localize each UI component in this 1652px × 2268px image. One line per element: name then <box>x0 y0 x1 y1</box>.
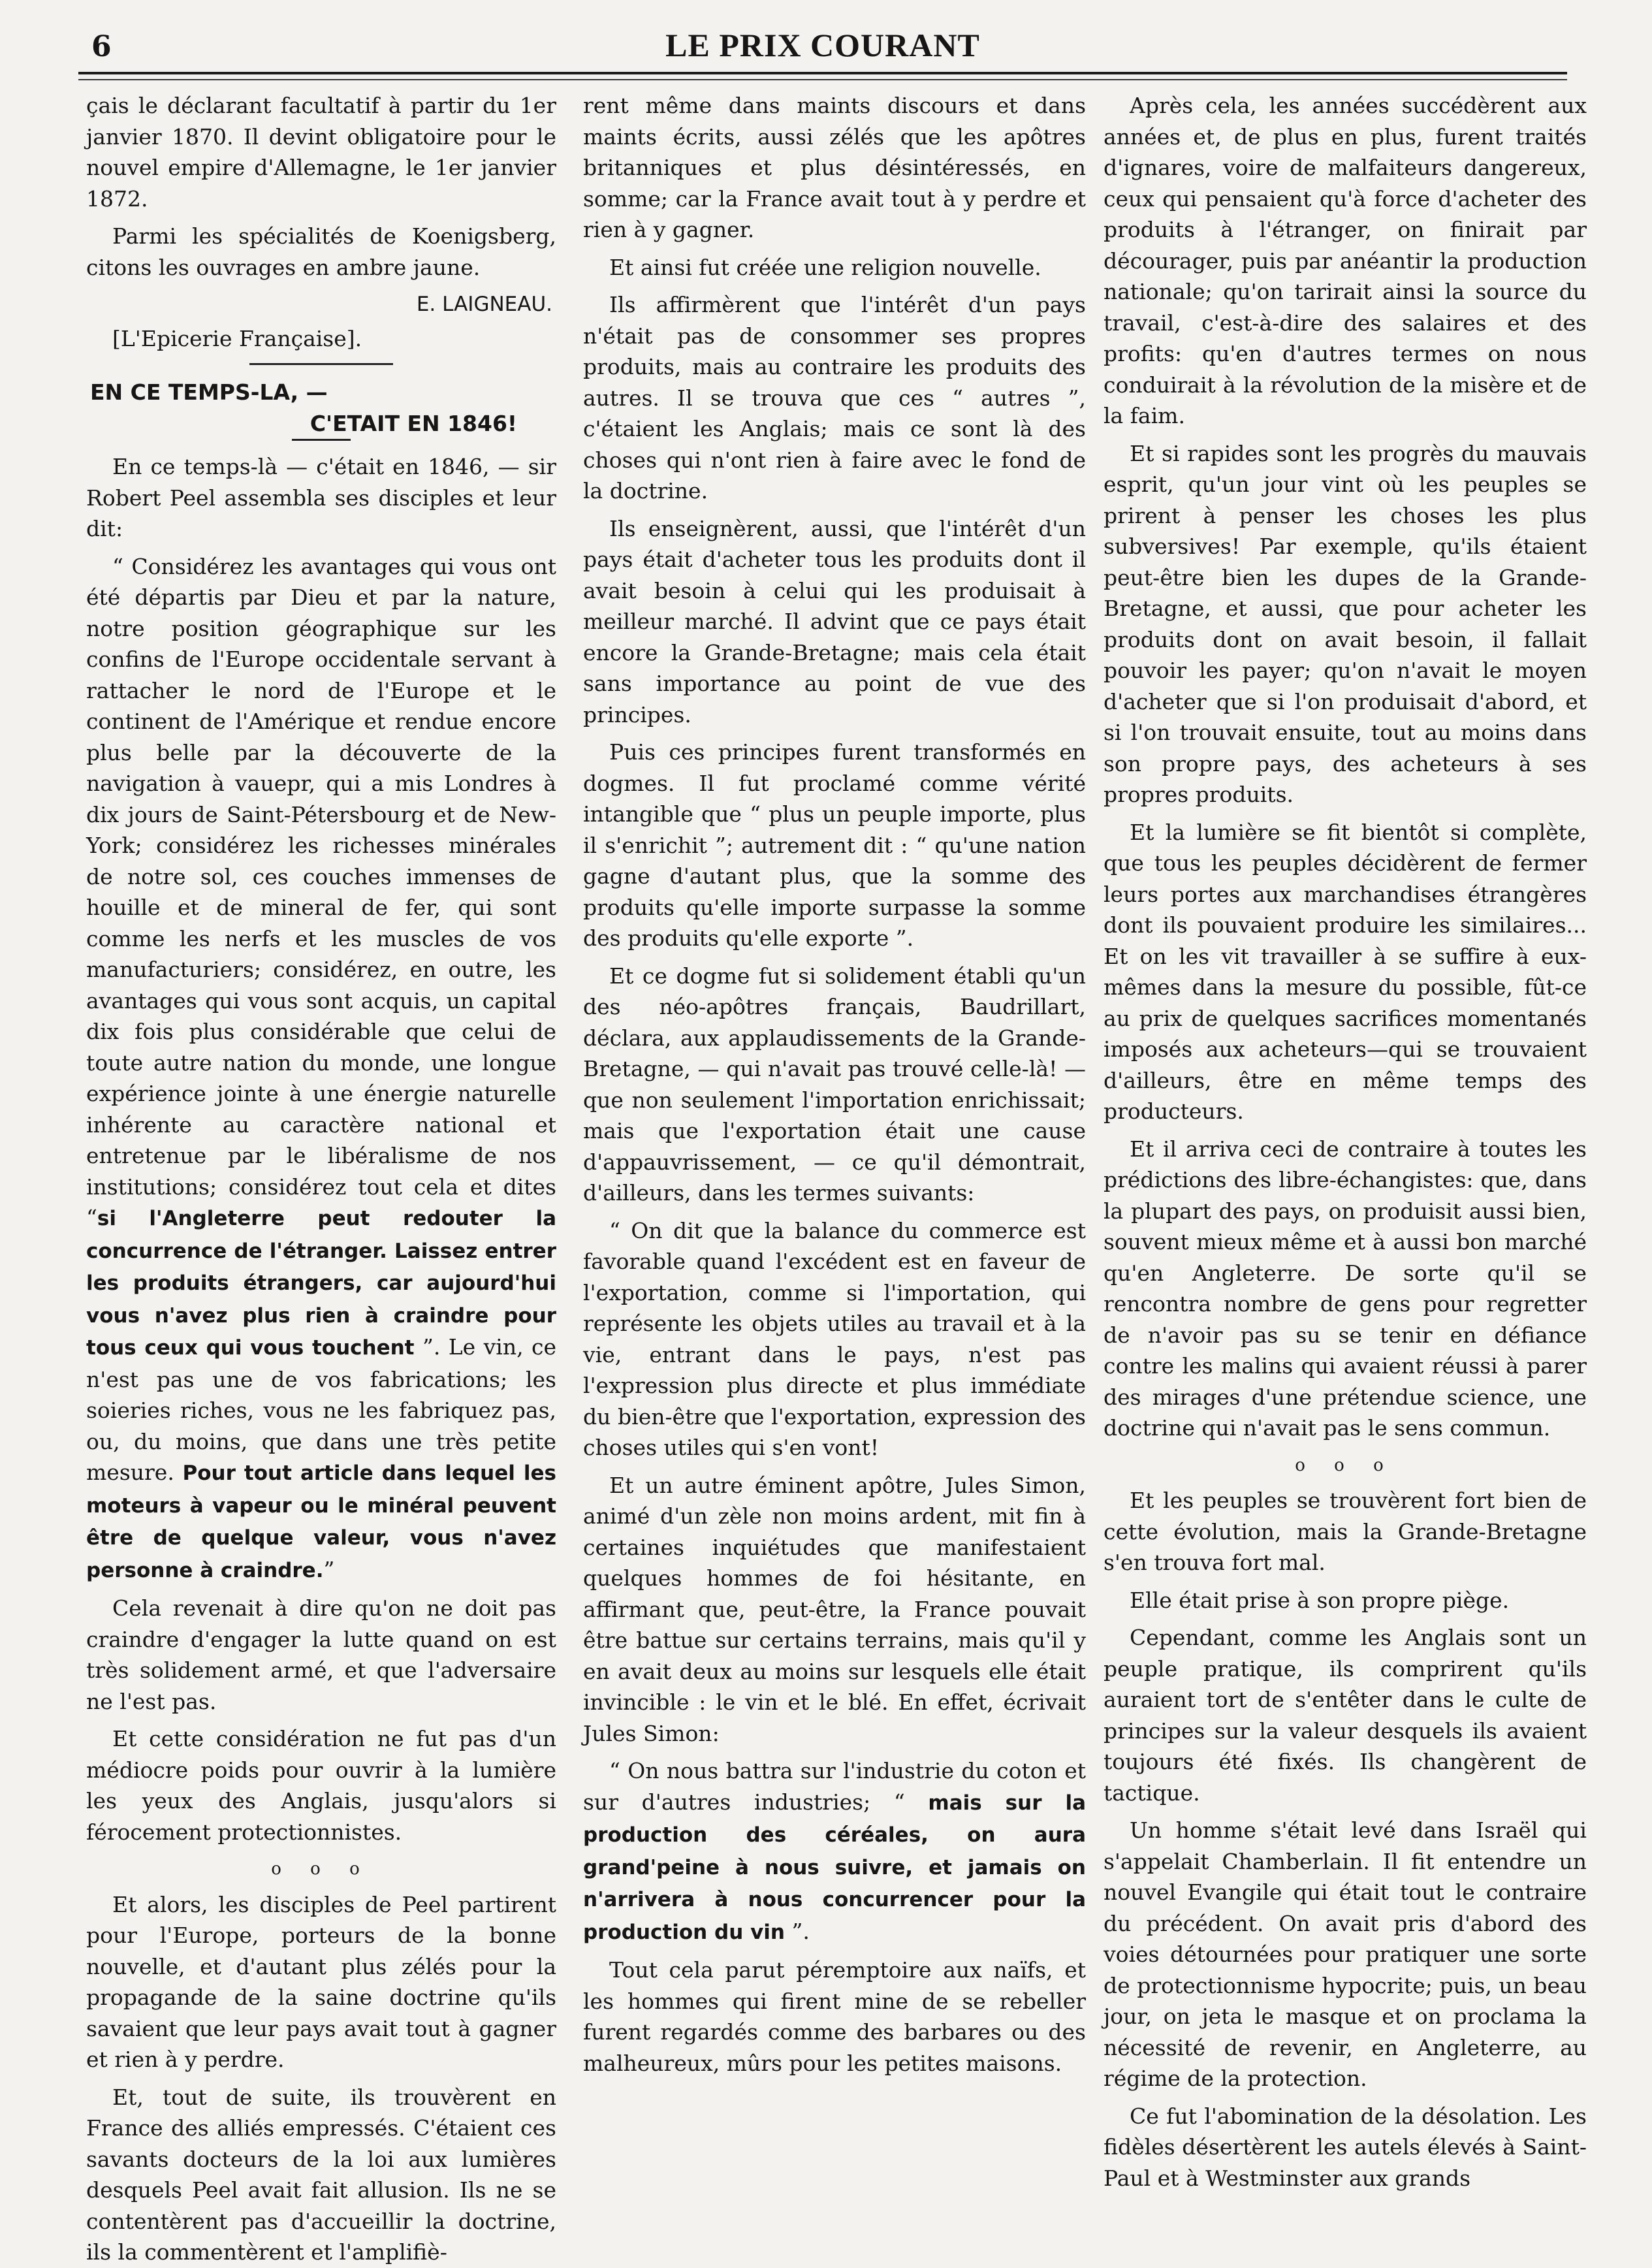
paragraph: “ On dit que la balance du commerce est favorable quand l'excédent est en faveur de l'exportation, comme si l'importation, qui représente les objets utiles au travail et à la vie, entrant dans le pays, n'est pas l'expression plus directe et plus immédiate du bien-être que l'exportation, expression des choses utiles qui s'en vont! <box>583 1217 1086 1460</box>
header-rule-thick <box>78 72 1567 74</box>
column-1 <box>86 90 557 2265</box>
paragraph: Ce fut l'abomination de la désolation. Les fidèles désertèrent les autels élevés à Saint-Paul et à Westminster aux grands <box>1104 2103 1587 2191</box>
quote-text: “ On nous battra sur l'industrie du coton et sur d'autres industries; “ <box>583 1758 1086 1815</box>
paragraph: Tout cela parut péremptoire aux naïfs, et les hommes qui firent mine de se rebeller furent regardés comme des barbares ou des malheureux, mûrs pour les petites maisons. <box>583 1957 1086 2076</box>
paragraph: Ils affirmèrent que l'intérêt d'un pays n'était pas de consommer ses propres produits, mais au contraire les produits des autres. Il se trouva que ces “ autres ”, c'étaient les Anglais; mais ce sont là des choses qui n'ont rien à faire avec le fond de la doctrine. <box>583 292 1086 503</box>
source-citation: [L'Epicerie Française]. <box>112 325 362 351</box>
quote-bold: mais sur la production des céréales, on aura grand'peine à nous suivre, et jamais on n'arrivera à nous concurrencer pour la production du vin <box>583 1791 1086 1944</box>
paragraph: Puis ces principes furent transformés en dogmes. Il fut proclamé comme vérité intangible que “ plus un peuple importe, plus il s'enrichit ”; autrement dit : “ qu'une nation gagne d'autant plus, que la somme des produits qu'elle importe surpasse la somme des produits qu'elle exporte ”. <box>583 739 1086 951</box>
paragraph: Et la lumière se fit bientôt si complète, que tous les peuples décidèrent de fermer leurs portes aux marchandises étrangères dont ils pouvaient produire les similaires... Et on les vit travailler à se suffire à eux-mêmes dans la mesure du possible, fût-ce au prix de quelques sacrifices momentanés imposés aux acheteurs—qui se trouvaient d'ailleurs, être en même temps des producteurs. <box>1104 819 1587 1124</box>
paragraph: Et, tout de suite, ils trouvèrent en France des alliés empressés. C'étaient ces savants docteurs de la loi aux lumières desquels Peel avait fait allusion. Ils ne se contentèrent pas d'accueillir la doctrine, ils la commentèrent et l'amplifiè- <box>86 2084 556 2265</box>
section-dots: o o o <box>271 1859 372 1879</box>
page-header <box>78 26 1567 85</box>
paragraph: En ce temps-là — c'était en 1846, — sir Robert Peel assembla ses disciples et leur dit: <box>86 454 556 541</box>
paragraph: Et cette considération ne fut pas d'un médiocre poids pour ouvrir à la lumière les yeux des Anglais, jusqu'alors si férocement protectionnistes. <box>86 1726 556 1845</box>
paragraph: Cependant, comme les Anglais sont un peuple pratique, ils comprirent qu'ils auraient tort de s'entêter dans le culte de principes sur la valeur desquels ils avaient toujours été fixés. Ils changèrent de tactique. <box>1104 1625 1587 1806</box>
paragraph: Et un autre éminent apôtre, Jules Simon, animé d'un zèle non moins ardent, mit fin à certaines inquiétudes que manifestaient quelques hommes de foi hésitante, en affirmant que, peut-être, la France pouvait être battue sur certains terrains, mais qu'il y en avait deux au moins sur lesquels elle était invincible : le vin et le blé. En effet, écrivait Jules Simon: <box>583 1472 1086 1746</box>
page-number: 6 <box>91 30 112 63</box>
paragraph: Cela revenait à dire qu'on ne doit pas craindre d'engager la lutte quand on est très solidement armé, et que l'adversaire ne l'est pas. <box>86 1595 556 1714</box>
paragraph: Et alors, les disciples de Peel partirent pour l'Europe, porteurs de la bonne nouvelle, et d'autant plus zélés pour la propagande de la saine doctrine qu'ils savaient que leur pays avait tout à gagner et rien à y perdre. <box>86 1891 556 2072</box>
paragraph: çais le déclarant facultatif à partir du 1er janvier 1870. Il devint obligatoire pour le nouvel empire d'Allemagne, le 1er janvier 1872. <box>86 93 556 212</box>
paragraph: Et il arriva ceci de contraire à toutes les prédictions des libre-échangistes: que, dans la plupart des pays, on produisit aussi bien, souvent mieux même et à aussi bon marché qu'en Angleterre. De sorte qu'il se rencontra nombre de gens pour regretter de n'avoir pas su se tenir en défiance contre les malins qui avaient réussi à parer des mirages d'une prétendue science, une doctrine qui n'avait pas le sens commun. <box>1104 1136 1587 1441</box>
column-3 <box>1104 90 1587 2237</box>
quote-paragraph <box>583 1755 1086 1948</box>
article-separator <box>249 363 393 365</box>
section-dots: o o o <box>1295 1455 1395 1475</box>
quote-text: “ Considérez les avantages qui vous ont été départis par Dieu et par la nature, notre position géographique sur les confins de l'Europe occidentale servant à rattacher le nord de l'Europe et le continent de l'Amérique et rendue encore plus belle par la découverte de la navigation à vauepr, qui a mis Londres à dix jours de Saint-Pétersbourg et de New-York; considérez les richesses minérales de notre sol, ces couches immenses de houille et de mineral de fer, qui sont comme les nerfs et les muscles de vos manufacturiers; considérez, en outre, les avantages qui vous sont acquis, un capital dix fois plus considérable que celui de toute autre nation du monde, une longue expérience jointe à une énergie naturelle inhérente au caractère national et entretenue par le libéralisme de nos institutions; considérez tout cela et dites “ <box>86 553 556 1230</box>
paragraph: rent même dans maints discours et dans maints écrits, aussi zélés que les apôtres britanniques et plus désintéressés, en somme; car la France avait tout à y perdre et rien à y gagner. <box>583 93 1086 242</box>
paragraph: Parmi les spécialités de Koenigsberg, citons les ouvrages en ambre jaune. <box>86 223 556 280</box>
article-headline-line1: EN CE TEMPS-LA, — <box>90 379 328 405</box>
paragraph: Après cela, les années succédèrent aux années et, de plus en plus, furent traités d'ignares, voire de malfaiteurs dangereux, ceux qui pensaient qu'à force d'acheter des produits à l'étranger, on finirait par décourager, puis par anéantir la production nationale; qu'on tarirait ainsi la source du travail, c'est-à-dire des salaires et des profits: qu'en d'autres termes on nous conduirait à la révolution de la misère et de la faim. <box>1104 93 1587 428</box>
quote-paragraph <box>86 551 556 1587</box>
paragraph: Ils enseignèrent, aussi, que l'intérêt d'un pays était d'acheter tous les produits dont il avait besoin à celui qui les produisait à meilleur marché. Il advint que ce pays était encore la Grande-Bretagne; mais cela était sans importance au point de vue des principes. <box>583 515 1086 727</box>
paragraph: Un homme s'était levé dans Israël qui s'appelait Chamberlain. Il fit entendre un nouvel Evangile qui était tout le contraire du précédent. On avait pris d'abord des voies détournées pour pratiquer une sorte de protectionnisme hypocrite; puis, un beau jour, on jeta le masque et on proclama la nécessité de revenir, en Angleterre, au régime de la protection. <box>1104 1817 1587 2091</box>
quote-bold: Pour tout article dans lequel les moteurs à vapeur ou le minéral peuvent être de quelque valeur, vous n'avez personne à craindre. <box>86 1461 556 1582</box>
headline-rule <box>292 439 351 441</box>
paragraph: Et si rapides sont les progrès du mauvais esprit, qu'un jour vint où les peuples se prirent à penser les choses les plus subversives! Par exemple, qu'ils étaient peut-être bien les dupes de la Grande-Bretagne, et aussi, que pour acheter les produits dont on avait besoin, il fallait pouvoir les payer; qu'on n'avait le moyen d'acheter que si l'on produisait d'abord, et si l'on trouvait ensuite, tout au moins dans son propre pays, des acheteurs à ses propres produits. <box>1104 440 1587 807</box>
newspaper-title: LE PRIX COURANT <box>665 27 980 63</box>
column-2 <box>583 90 1086 2237</box>
quote-text: ”. <box>784 1918 810 1944</box>
paragraph: Et les peuples se trouvèrent fort bien de cette évolution, mais la Grande-Bretagne s'en trouva fort mal. <box>1104 1488 1587 1575</box>
quote-text: ”. Le vin, ce n'est pas une de vos fabrications; les soieries riches, vous ne les fabriquez pas, ou, du moins, que dans une très petite mesure. <box>86 1334 557 1485</box>
header-rule-thin <box>78 79 1567 80</box>
paragraph: Et ainsi fut créée une religion nouvelle. <box>609 254 1041 280</box>
paragraph: Elle était prise à son propre piège. <box>1130 1587 1510 1613</box>
quote-bold: si l'Angleterre peut redouter la concurrence de l'étranger. Laissez entrer les produits étrangers, car aujourd'hui vous n'avez plus rien à craindre pour tous ceux qui vous touchent <box>86 1207 556 1360</box>
author-signature: E. LAIGNEAU. <box>416 293 552 316</box>
quote-text: ” <box>323 1556 335 1582</box>
paragraph: Et ce dogme fut si solidement établi qu'un des néo-apôtres français, Baudrillart, déclara, aux applaudissements de la Grande-Bretagne, — qui n'avait pas trouvé celle-là! — que non seulement l'importation enrichissait; mais que l'exportation était une cause d'appauvrissement, — ce qu'il démontrait, d'ailleurs, dans les termes suivants: <box>583 963 1086 1206</box>
article-headline-line2: C'ETAIT EN 1846! <box>310 410 517 436</box>
